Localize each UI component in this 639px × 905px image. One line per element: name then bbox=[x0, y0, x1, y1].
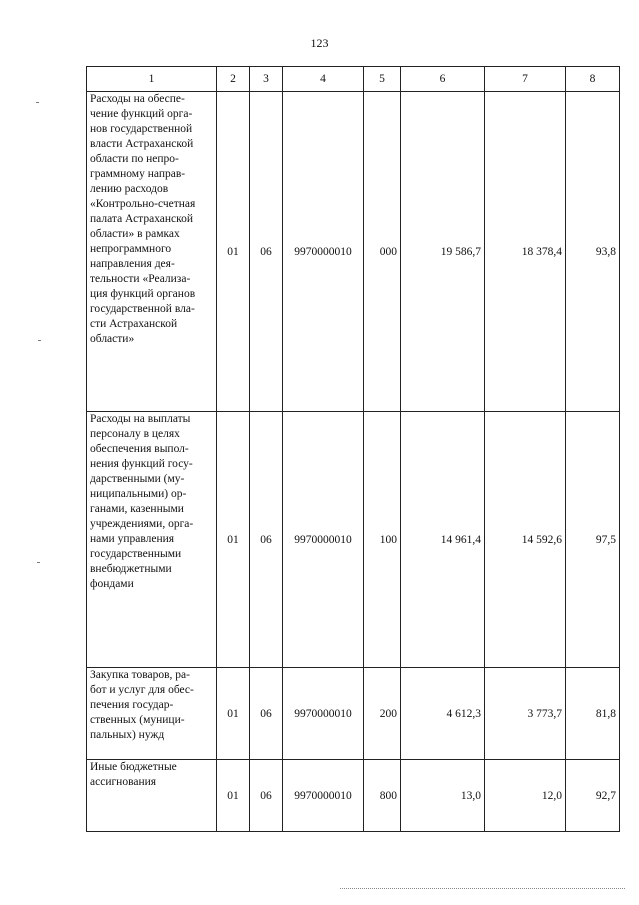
section-code: 01 bbox=[217, 760, 250, 832]
execution-percent: 81,8 bbox=[566, 668, 620, 760]
subsection-code: 06 bbox=[250, 668, 283, 760]
description-line: чение функций орга- bbox=[90, 108, 193, 120]
description-line: области» bbox=[90, 333, 135, 345]
description-line: Иные бюджетные bbox=[90, 761, 177, 773]
executed-amount: 12,0 bbox=[485, 760, 566, 832]
target-code: 9970000010 bbox=[283, 412, 364, 668]
executed-amount: 14 592,6 bbox=[485, 412, 566, 668]
column-header: 2 bbox=[217, 67, 250, 92]
column-header: 5 bbox=[364, 67, 401, 92]
description-line: Расходы на обеспе- bbox=[90, 93, 185, 105]
planned-amount: 14 961,4 bbox=[401, 412, 485, 668]
table-row bbox=[87, 412, 620, 668]
execution-percent: 93,8 bbox=[566, 92, 620, 412]
executed-amount: 3 773,7 bbox=[485, 668, 566, 760]
section-code: 01 bbox=[217, 412, 250, 668]
description-line: Закупка товаров, ра- bbox=[90, 669, 190, 681]
scan-mark bbox=[38, 340, 41, 341]
description-line: бот и услуг для обес- bbox=[90, 684, 194, 696]
description-line: ниципальными) ор- bbox=[90, 488, 187, 500]
bottom-rule bbox=[340, 888, 625, 889]
executed-amount: 18 378,4 bbox=[485, 92, 566, 412]
description-line: области по непро- bbox=[90, 153, 179, 165]
planned-amount: 19 586,7 bbox=[401, 92, 485, 412]
page-number: 123 bbox=[310, 36, 329, 50]
subsection-code: 06 bbox=[250, 760, 283, 832]
description-line: направления дея- bbox=[90, 258, 175, 270]
description-line: внебюджетными bbox=[90, 563, 172, 575]
subsection-code: 06 bbox=[250, 92, 283, 412]
description-line: ассигнования bbox=[90, 776, 157, 788]
planned-amount: 13,0 bbox=[401, 760, 485, 832]
table-row bbox=[87, 668, 620, 760]
table-row bbox=[87, 92, 620, 412]
column-header: 8 bbox=[566, 67, 620, 92]
description-line: государственными bbox=[90, 548, 182, 560]
scan-mark bbox=[37, 562, 40, 563]
row-description bbox=[87, 668, 217, 760]
description-line: печения государ- bbox=[90, 699, 174, 711]
budget-table bbox=[86, 66, 620, 832]
subsection-code: 06 bbox=[250, 412, 283, 668]
planned-amount: 4 612,3 bbox=[401, 668, 485, 760]
description-line: области» в рамках bbox=[90, 228, 180, 240]
description-line: ственных (муници- bbox=[90, 714, 185, 726]
description-line: Расходы на выплаты bbox=[90, 413, 191, 425]
expense-type-code: 200 bbox=[364, 668, 401, 760]
description-line: непрограммного bbox=[90, 243, 172, 255]
execution-percent: 97,5 bbox=[566, 412, 620, 668]
scan-mark bbox=[36, 102, 39, 103]
description-line: нами управления bbox=[90, 533, 175, 545]
description-line: фондами bbox=[90, 578, 134, 590]
column-header: 3 bbox=[250, 67, 283, 92]
target-code: 9970000010 bbox=[283, 92, 364, 412]
expense-type-code: 800 bbox=[364, 760, 401, 832]
description-line: государственной вла- bbox=[90, 303, 195, 315]
row-description bbox=[87, 92, 217, 412]
expense-type-code: 100 bbox=[364, 412, 401, 668]
execution-percent: 92,7 bbox=[566, 760, 620, 832]
description-line: пальных) нужд bbox=[90, 729, 165, 741]
column-header: 1 bbox=[87, 67, 217, 92]
description-line: нов государственной bbox=[90, 123, 193, 135]
column-header: 7 bbox=[485, 67, 566, 92]
row-description bbox=[87, 412, 217, 668]
row-description bbox=[87, 760, 217, 832]
column-header: 4 bbox=[283, 67, 364, 92]
section-code: 01 bbox=[217, 92, 250, 412]
description-line: дарственными (му- bbox=[90, 473, 185, 485]
column-header: 6 bbox=[401, 67, 485, 92]
header-row bbox=[87, 67, 620, 92]
section-code: 01 bbox=[217, 668, 250, 760]
description-line: тельности «Реализа- bbox=[90, 273, 191, 285]
description-line: власти Астраханской bbox=[90, 138, 194, 150]
target-code: 9970000010 bbox=[283, 668, 364, 760]
expense-type-code: 000 bbox=[364, 92, 401, 412]
target-code: 9970000010 bbox=[283, 760, 364, 832]
description-line: сти Астраханской bbox=[90, 318, 178, 330]
table-row bbox=[87, 760, 620, 832]
description-line: «Контрольно-счетная bbox=[90, 198, 196, 210]
description-line: лению расходов bbox=[90, 183, 169, 195]
description-line: обеспечения выпол- bbox=[90, 443, 189, 455]
description-line: ция функций органов bbox=[90, 288, 196, 300]
description-line: палата Астраханской bbox=[90, 213, 194, 225]
description-line: учреждениями, орга- bbox=[90, 518, 194, 530]
description-line: граммному направ- bbox=[90, 168, 186, 180]
description-line: ганами, казенными bbox=[90, 503, 184, 515]
description-line: нения функций госу- bbox=[90, 458, 193, 470]
description-line: персоналу в целях bbox=[90, 428, 180, 440]
